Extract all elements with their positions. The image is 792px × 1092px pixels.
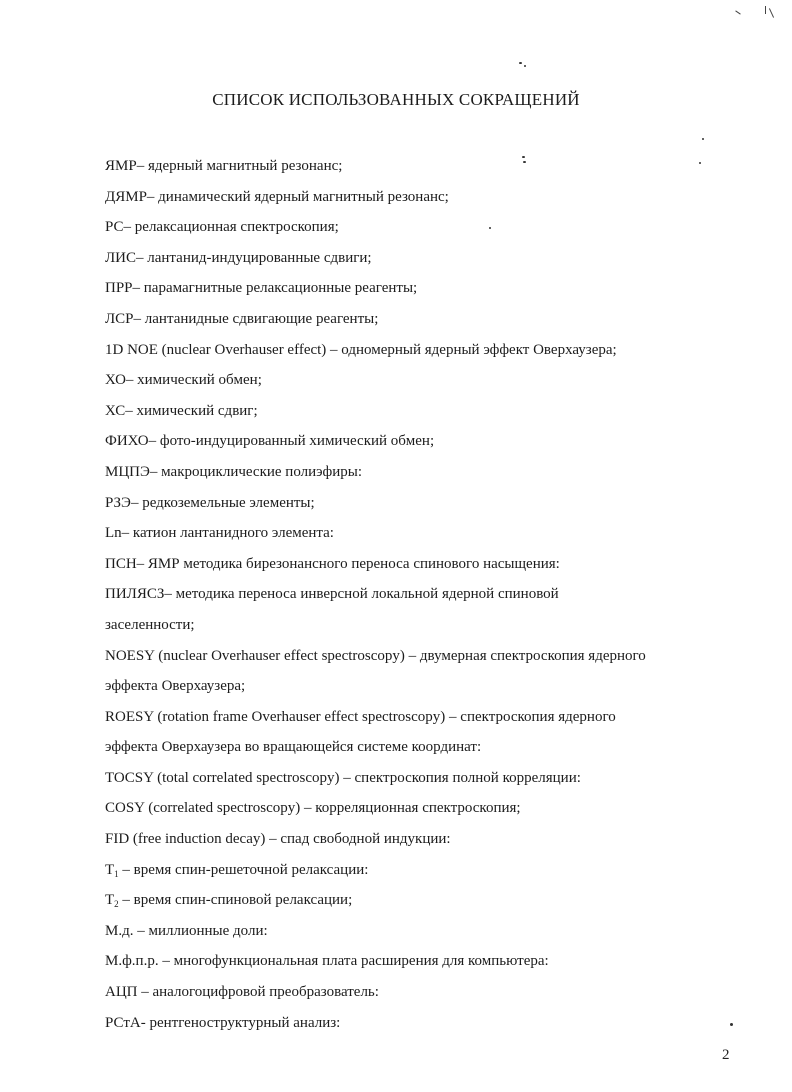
- abbreviation-term: МЦПЭ: [105, 463, 150, 480]
- abbreviation-entry: [105, 182, 755, 213]
- abbreviation-entry: [105, 732, 755, 763]
- abbreviation-definition: – лантанидные сдвигающие реагенты;: [133, 310, 379, 327]
- abbreviation-term: ЛИС: [105, 249, 137, 266]
- abbreviation-definition: эффекта Оверхаузера;: [105, 678, 246, 695]
- abbreviation-term: NOESY: [105, 647, 155, 664]
- abbreviation-term: РС: [105, 219, 124, 236]
- term-subscript: 2: [114, 899, 119, 910]
- abbreviation-list: [105, 151, 755, 1038]
- abbreviation-entry: [105, 885, 755, 916]
- page-number: 2: [722, 1047, 730, 1063]
- abbreviation-definition: – многофункциональная плата расширения для компьютера:: [158, 953, 549, 970]
- abbreviation-entry: [105, 671, 755, 702]
- abbreviation-term: ХС: [105, 402, 126, 419]
- abbreviation-entry: [105, 916, 755, 947]
- abbreviation-definition: (total correlated spectroscopy) – спектроскопия полной корреляции:: [153, 769, 581, 786]
- abbreviation-entry: [105, 641, 755, 672]
- abbreviation-definition: – ядерный магнитный резонанс;: [136, 158, 343, 174]
- abbreviation-definition: – время спин-решеточной релаксации:: [118, 861, 369, 878]
- abbreviation-definition: – миллионные доли:: [133, 922, 268, 939]
- abbreviation-definition: – лантанид-индуцированные сдвиги;: [136, 249, 372, 266]
- abbreviation-definition: (nuclear Overhauser effect spectroscopy) – двумерная спектроскопия ядерного: [154, 647, 646, 664]
- abbreviation-definition: – ЯМР методика бирезонансного переноса спинового насыщения:: [136, 555, 560, 572]
- abbreviation-definition: эффекта Оверхаузера во вращающейся системе координат:: [105, 739, 482, 756]
- abbreviation-term: ДЯМР: [105, 188, 147, 205]
- abbreviation-term: COSY: [105, 800, 145, 817]
- abbreviation-term: М.д.: [105, 922, 134, 939]
- abbreviation-definition: – релаксационная спектроскопия;: [123, 219, 339, 236]
- abbreviation-definition: – аналогоцифровой преобразователь:: [137, 984, 379, 1001]
- abbreviation-definition: (free induction decay) – спад свободной индукции:: [129, 831, 451, 848]
- abbreviation-definition: – методика переноса инверсной локальной ядерной спиновой: [164, 586, 559, 603]
- abbreviation-term: ЛСР: [105, 310, 134, 327]
- abbreviation-entry: [105, 488, 755, 519]
- abbreviation-entry: [105, 243, 755, 274]
- abbreviation-term: АЦП: [105, 984, 138, 1001]
- abbreviation-term: Ln: [105, 525, 122, 542]
- abbreviation-entry: [105, 151, 755, 182]
- abbreviation-term: М.ф.п.р.: [105, 953, 159, 970]
- abbreviation-term: ПИЛЯСЗ: [105, 586, 165, 603]
- abbreviation-term: ХО: [105, 372, 126, 389]
- abbreviation-entry: [105, 793, 755, 824]
- abbreviation-entry: [105, 579, 755, 610]
- abbreviation-definition: – редкоземельные элементы;: [130, 494, 315, 511]
- abbreviation-definition: - рентгеноструктурный анализ:: [140, 1014, 341, 1031]
- scan-mark: [769, 8, 774, 17]
- abbreviation-entry: [105, 304, 755, 335]
- scan-mark: [765, 6, 766, 14]
- abbreviation-definition: – химический обмен;: [125, 372, 262, 389]
- abbreviation-term: ФИХО: [105, 433, 149, 450]
- abbreviation-definition: – макроциклические полиэфиры:: [149, 463, 362, 480]
- abbreviation-term: ПРР: [105, 280, 133, 297]
- abbreviation-definition: – химический сдвиг;: [125, 402, 258, 419]
- abbreviation-term: ROESY: [105, 708, 154, 725]
- abbreviation-entry: [105, 977, 755, 1008]
- abbreviation-entry: [105, 1008, 755, 1039]
- page-title: СПИСОК ИСПОЛЬЗОВАННЫХ СОКРАЩЕНИЙ: [212, 90, 580, 109]
- abbreviation-definition: (correlated spectroscopy) – корреляционная спектроскопия;: [144, 800, 521, 817]
- abbreviation-term: ЯМР: [105, 158, 137, 174]
- abbreviation-term: РСтА: [105, 1014, 141, 1031]
- term-subscript: 1: [114, 868, 119, 879]
- abbreviation-entry: [105, 610, 755, 641]
- abbreviation-term: T: [105, 861, 115, 878]
- abbreviation-entry: [105, 457, 755, 488]
- abbreviation-term: T: [105, 892, 115, 909]
- abbreviation-entry: [105, 702, 755, 733]
- abbreviation-entry: [105, 855, 755, 886]
- abbreviation-definition: – фото-индуцированный химический обмен;: [148, 433, 435, 450]
- scan-speck: [519, 62, 522, 64]
- abbreviation-term: 1D NOE: [105, 341, 158, 358]
- abbreviation-definition: (rotation frame Overhauser effect spectroscopy) – спектроскопия ядерного: [153, 708, 616, 725]
- abbreviation-entry: [105, 396, 755, 427]
- abbreviation-entry: [105, 946, 755, 977]
- abbreviation-definition: – парамагнитные релаксационные реагенты;: [132, 280, 418, 297]
- abbreviation-entry: [105, 365, 755, 396]
- abbreviation-definition: (nuclear Overhauser effect) – одномерный ядерный эффект Оверхаузера;: [157, 341, 617, 358]
- scan-speck: [524, 65, 526, 67]
- abbreviation-entry: [105, 549, 755, 580]
- abbreviation-definition: – динамический ядерный магнитный резонанс;: [146, 188, 449, 205]
- abbreviation-term: РЗЭ: [105, 494, 131, 511]
- abbreviation-entry: [105, 426, 755, 457]
- abbreviation-entry: [105, 824, 755, 855]
- abbreviation-definition: – катион лантанидного элемента:: [121, 525, 334, 542]
- abbreviation-definition: – время спин-спиновой релаксации;: [118, 892, 353, 909]
- abbreviation-entry: [105, 335, 755, 366]
- abbreviation-entry: [105, 518, 755, 549]
- abbreviation-entry: [105, 212, 755, 243]
- abbreviation-term: TOCSY: [105, 769, 154, 786]
- abbreviation-entry: [105, 763, 755, 794]
- abbreviation-entry: [105, 273, 755, 304]
- scan-mark: [735, 10, 740, 14]
- abbreviation-definition: заселенности;: [105, 616, 195, 633]
- scan-speck: [702, 138, 704, 140]
- abbreviation-term: ПСН: [105, 555, 137, 572]
- abbreviation-term: FID: [105, 831, 130, 848]
